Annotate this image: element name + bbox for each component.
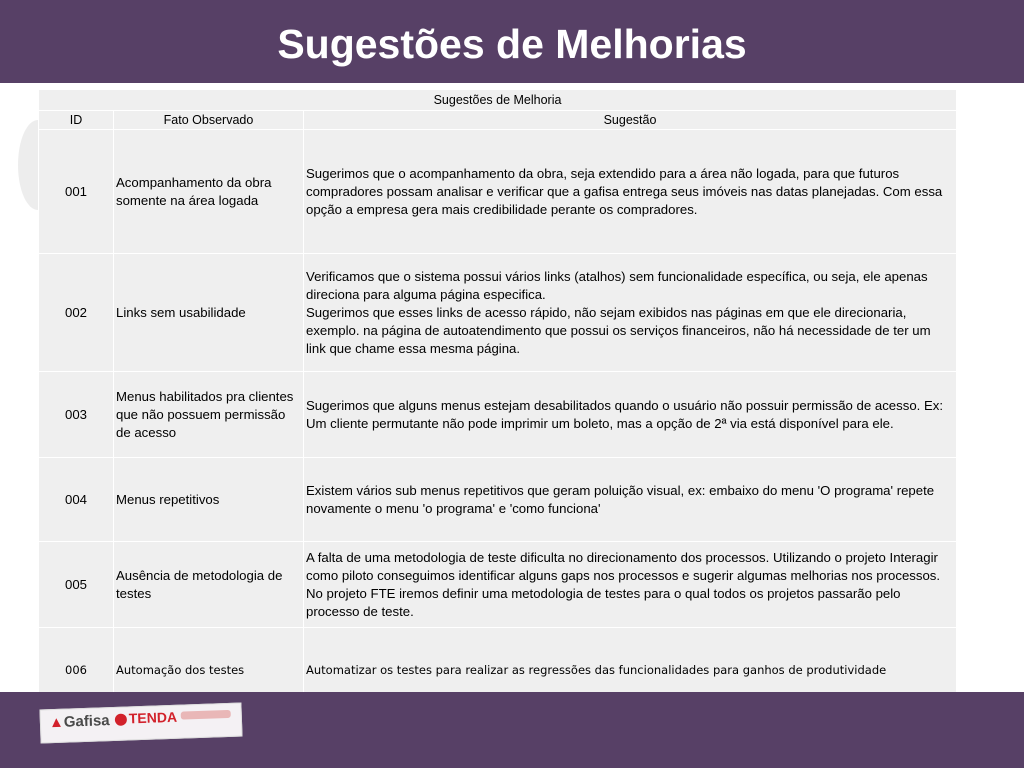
partner-logos bbox=[39, 702, 242, 743]
row-id: 005 bbox=[39, 542, 114, 628]
row-sugestao-paragraph: Verificamos que o sistema possui vários links (atalhos) sem funcionalidade específica, ou seja, ele apenas direciona para alguma página especifica. bbox=[306, 268, 928, 302]
table-caption: Sugestões de Melhoria bbox=[39, 90, 957, 111]
table-row bbox=[39, 130, 957, 254]
row-fato: Menus repetitivos bbox=[114, 458, 304, 542]
tenda-circle-icon bbox=[115, 714, 127, 726]
row-sugestao-paragraph: Sugerimos que esses links de acesso rápido, não sejam exibidos nas páginas em que ele direcionaria, exemplo. na página de autoatendimento que possui os serviços financeiros, não há necessidade de ter um link que chame essa mesma página. bbox=[306, 304, 931, 356]
table-row bbox=[39, 254, 957, 372]
column-header-fato: Fato Observado bbox=[114, 111, 304, 130]
suggestions-table bbox=[38, 89, 957, 712]
row-id: 004 bbox=[39, 458, 114, 542]
row-fato: Links sem usabilidade bbox=[114, 254, 304, 372]
gafisa-mark-icon: ▲ bbox=[48, 713, 65, 732]
row-sugestao: Automatizar os testes para realizar as regressões das funcionalidades para ganhos de produtividade bbox=[304, 628, 957, 712]
gafisa-logo-text: Gafisa bbox=[63, 712, 110, 731]
column-header-id: ID bbox=[39, 111, 114, 130]
row-sugestao: Sugerimos que alguns menus estejam desabilitados quando o usuário não possuir permissão de acesso. Ex: Um cliente permutante não pode imprimir um boleto, mas a opção de 2ª via está disponível para ele. bbox=[304, 372, 957, 458]
row-id: 002 bbox=[39, 254, 114, 372]
table-row bbox=[39, 458, 957, 542]
row-fato: Menus habilitados pra clientes que não possuem permissão de acesso bbox=[114, 372, 304, 458]
title-band bbox=[0, 0, 1024, 83]
row-sugestao bbox=[304, 254, 957, 372]
row-fato: Acompanhamento da obra somente na área logada bbox=[114, 130, 304, 254]
row-sugestao: Sugerimos que o acompanhamento da obra, seja extendido para a área não logada, para que futuros compradores possam analisar e verificar que a gafisa entrega seus imóveis nas datas planejadas. Com essa opção a empresa gera mais credibilidade perante os compradores. bbox=[304, 130, 957, 254]
row-fato: Automação dos testes bbox=[114, 628, 304, 712]
slide-title: Sugestões de Melhorias bbox=[277, 21, 747, 67]
column-header-sugestao: Sugestão bbox=[304, 111, 957, 130]
row-sugestao: A falta de uma metodologia de teste dificulta no direcionamento dos processos. Utilizando o projeto Interagir como piloto conseguimos identificar alguns gaps nos processos e sugerir algumas melhorias nos processos. No projeto FTE iremos definir uma metodologia de testes para o qual todos os projetos passarão pelo processo de teste. bbox=[304, 542, 957, 628]
row-id: 003 bbox=[39, 372, 114, 458]
row-fato: Ausência de metodologia de testes bbox=[114, 542, 304, 628]
third-logo-icon bbox=[181, 710, 231, 720]
table-row bbox=[39, 542, 957, 628]
tenda-logo bbox=[115, 709, 178, 727]
row-sugestao: Existem vários sub menus repetitivos que geram poluição visual, ex: embaixo do menu 'O programa' repete novamente o menu 'o programa' e 'como funciona' bbox=[304, 458, 957, 542]
row-id: 001 bbox=[39, 130, 114, 254]
tenda-logo-text: TENDA bbox=[128, 708, 178, 727]
table-caption-row bbox=[39, 90, 957, 111]
table-row bbox=[39, 372, 957, 458]
table-header-row bbox=[39, 111, 957, 130]
row-id: 006 bbox=[39, 628, 114, 712]
gafisa-logo bbox=[49, 712, 110, 731]
